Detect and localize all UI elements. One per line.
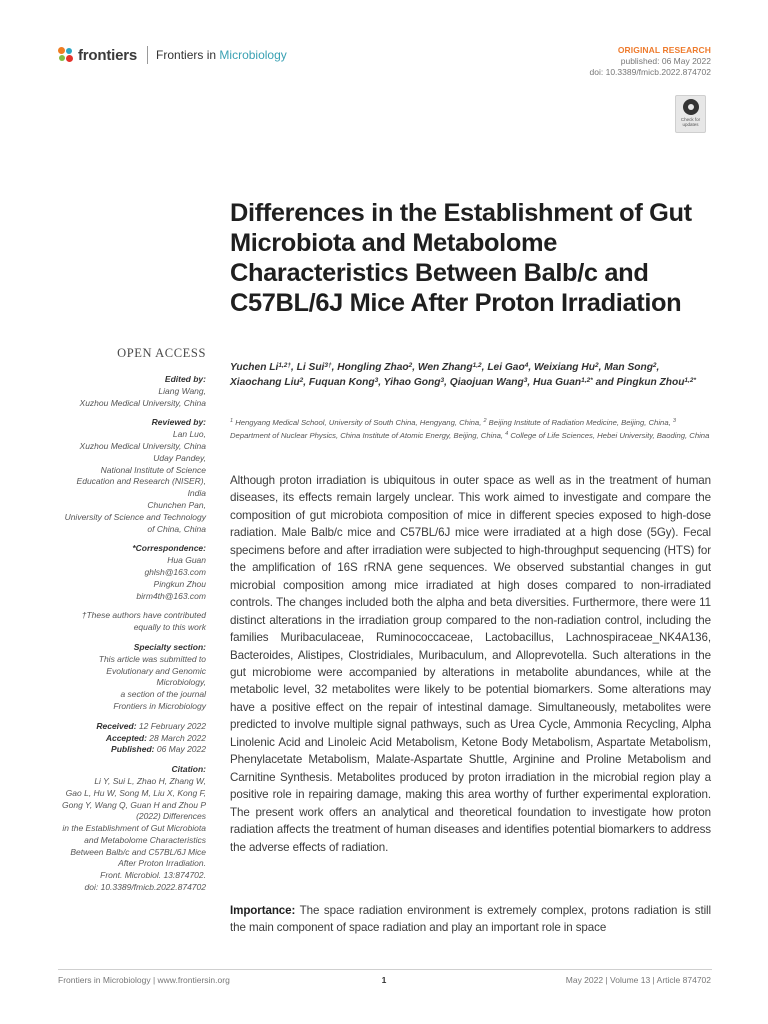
date-row xyxy=(40,721,206,733)
reviewed-by-lines xyxy=(40,429,206,535)
published-date: published: 06 May 2022 xyxy=(620,56,711,66)
date-label: Accepted: xyxy=(105,732,147,743)
sidebar-line: (2022) Differences xyxy=(136,811,206,822)
sidebar-line: Chunchen Pan, xyxy=(147,499,206,510)
footer-divider xyxy=(58,969,712,970)
open-access-label: OPEN ACCESS xyxy=(117,346,206,360)
check-for-updates-button[interactable] xyxy=(675,95,706,133)
affiliation-text: Department of Nuclear Physics, China Institute of Atomic Energy, Beijing, China, xyxy=(230,430,506,440)
author-affiliation-marker: 3† xyxy=(324,362,332,369)
sidebar-line: Xuzhou Medical University, China xyxy=(79,440,206,451)
logo-dot xyxy=(66,55,73,62)
author-name[interactable]: Pingkun Zhou xyxy=(616,376,685,388)
affiliation-marker: 3 xyxy=(672,418,676,424)
author-separator: , xyxy=(444,376,450,388)
date-value: 12 February 2022 xyxy=(136,720,206,731)
sidebar-line: a section of the journal xyxy=(120,689,206,700)
reviewed-by-heading: Reviewed by: xyxy=(151,417,206,428)
author-name[interactable]: Yuchen Li xyxy=(230,362,279,373)
doi-link[interactable]: doi: 10.3389/fmicb.2022.874702 xyxy=(589,67,711,77)
logo-dot xyxy=(59,55,65,61)
affiliation-marker: 1 xyxy=(230,418,234,424)
date-label: Received: xyxy=(96,720,137,731)
importance-text: The space radiation environment is extremely complex, protons radiation is still the main component of space radiation and play an important role in space xyxy=(230,904,711,935)
author-separator: , xyxy=(331,362,338,373)
sidebar-line: Hua Guan xyxy=(167,555,206,566)
affiliations xyxy=(230,417,714,442)
citation-section xyxy=(40,764,206,894)
author-affiliation-marker: 2 xyxy=(652,362,657,369)
author-separator: , xyxy=(290,362,297,373)
author-affiliation-marker: 1,2* xyxy=(684,376,696,384)
sidebar-line: After Proton Irradiation. xyxy=(118,858,206,869)
author-name[interactable]: Yihao Gong xyxy=(383,376,441,388)
importance-paragraph xyxy=(230,902,711,937)
check-for-updates-icon xyxy=(683,99,699,115)
author-separator: , xyxy=(656,362,660,373)
correspondence-heading: *Correspondence: xyxy=(132,543,206,554)
author-affiliation-marker: 1,2* xyxy=(581,376,593,384)
edited-by-section xyxy=(40,374,206,409)
sidebar-line: Between Balb/c and C57BL/6J Mice xyxy=(70,846,206,857)
sidebar-line: in the Establishment of Gut Microbiota xyxy=(62,823,206,834)
sidebar-line: This article was submitted to xyxy=(98,653,206,664)
author-name[interactable]: Lei Gao xyxy=(487,362,525,373)
sidebar-line: equally to this work xyxy=(133,622,206,633)
author-name[interactable]: Li Sui xyxy=(296,362,325,373)
author-name[interactable]: Xiaochang Liu xyxy=(230,376,300,388)
sidebar-line[interactable]: ghlsh@163.com xyxy=(144,566,206,577)
author-separator: , xyxy=(527,376,534,388)
sidebar-line: Evolutionary and Genomic xyxy=(106,665,206,676)
specialty-section xyxy=(40,642,206,713)
footer-journal-link[interactable]: Frontiers in Microbiology | www.frontiersin.org xyxy=(58,975,230,985)
sidebar-line: University of Science and Technology xyxy=(64,511,206,522)
sidebar-line: Li Y, Sui L, Zhao H, Zhang W, xyxy=(94,775,206,786)
author-name[interactable]: Qiaojuan Wang xyxy=(449,376,524,388)
author-list xyxy=(230,361,712,390)
date-row xyxy=(40,733,206,745)
author-name[interactable]: Fuquan Kong xyxy=(308,376,375,388)
publisher-brand xyxy=(58,46,287,64)
sidebar-line: and Metabolome Characteristics xyxy=(84,834,206,845)
abstract-text: Although proton irradiation is ubiquitous in outer space as well as in the treatment of human diseases, its effects remain largely unclear. This work aimed to investigate and compare the composition of gut microbiota composition of mice in different species exposed to high-dose radiation. Male Balb/c mice and C57BL/6J mice were irradiated at a high dose (5Gy). Fecal specimens before and after irradiation were subjected to high-throughput sequencing (HTS) for the amplification of 16S rRNA gene sequences. We observed substantial changes in gut microbial composition among mice irradiated at high doses compared to non-irradiated controls. The changes included both the alpha and beta diversities. Furthermore, there were 11 distinct alterations in the irradiation group compared to the non-radiation control, including the families Muribaculaceae, Ruminococcaceae, Lactobacillus, Lachnospiraceae_NK4A136, Bacteroides, Alistipes, Clostridiales, Muribaculum, and Alloprevotella. Such alterations in the gut microbiome were accompanied by alterations in metabolite abundances, while at the metabolic level, 32 metabolites were likely to be potential biomarkers. Some alterations may have a positive effect on the repair of intestinal damage. Simultaneously, metabolites were predicted to involve multiple signal pathways, such as Urea Cycle, Ammonia Recycling, Alpha Linolenic Acid and Linoleic Acid Metabolism, Ketone Body Metabolism, Aspartate Metabolism, Phenylacetate Metabolism, Malate-Aspartate Shuttle, Arginine and Proline Metabolism and Carnitine Synthesis. Metabolites produced by proton irradiation in the microbial region play a positive role in repairing damage, making this area worthy of further experimental exploration. The present work offers an analytical and theoretical foundation to investigate how proton radiation affects the treatment of human diseases and identifies potential biomarkers to address the adverse effects of radiation. xyxy=(230,474,711,854)
author-affiliation-marker: 1,2† xyxy=(278,362,291,369)
author-affiliation-marker: 3 xyxy=(523,376,528,384)
author-separator: , xyxy=(528,362,534,373)
publisher-name: frontiers xyxy=(78,46,138,64)
sidebar-line: National Institute of Science xyxy=(100,464,206,475)
author-name[interactable]: Hua Guan xyxy=(533,376,582,388)
author-separator: and xyxy=(592,376,617,388)
affiliation-marker: 4 xyxy=(505,430,509,437)
article-info-sidebar xyxy=(40,374,206,902)
author-name[interactable]: Weixiang Hu xyxy=(534,362,595,373)
citation-heading: Citation: xyxy=(171,764,206,775)
journal-name-accent: Microbiology xyxy=(219,48,287,62)
author-separator: , xyxy=(412,362,418,373)
article-type: ORIGINAL RESEARCH xyxy=(617,45,711,55)
importance-label: Importance: xyxy=(230,904,296,917)
sidebar-line: Pingkun Zhou xyxy=(153,578,206,589)
reviewed-by-section xyxy=(40,417,206,535)
journal-name-prefix: Frontiers in xyxy=(156,48,220,62)
brand-divider xyxy=(147,46,148,64)
equal-contribution-note xyxy=(40,610,206,634)
date-row xyxy=(40,744,206,756)
sidebar-line: Uday Pandey, xyxy=(153,452,206,463)
correspondence-lines xyxy=(40,555,206,602)
frontiers-logo-icon xyxy=(58,47,74,63)
author-separator: , xyxy=(378,376,384,388)
affiliation-marker: 2 xyxy=(483,418,487,424)
edited-by-heading: Edited by: xyxy=(164,374,206,384)
sidebar-line[interactable]: birm4th@163.com xyxy=(136,590,206,601)
author-affiliation-marker: 1,2 xyxy=(472,362,482,369)
sidebar-line: †These authors have contributed xyxy=(81,610,206,621)
date-value: 06 May 2022 xyxy=(154,744,206,755)
edited-by-lines xyxy=(40,386,206,410)
author-affiliation-marker: 2 xyxy=(299,376,304,384)
page-number: 1 xyxy=(381,975,387,985)
affiliation-text: Hengyang Medical School, University of South China, Hengyang, China, xyxy=(233,418,484,427)
sidebar-line: Liang Wang, xyxy=(158,385,206,396)
sidebar-line: India xyxy=(187,488,206,499)
citation-lines xyxy=(40,776,206,894)
correspondence-section xyxy=(40,543,206,602)
author-affiliation-marker: 2 xyxy=(594,362,599,369)
author-name[interactable]: Hongling Zhao xyxy=(337,362,409,373)
author-name[interactable]: Man Song xyxy=(604,362,653,373)
sidebar-line: Gao L, Hu W, Song M, Liu X, Kong F, xyxy=(65,787,206,798)
affiliation-text: College of Life Sciences, Hebei University, Baoding, China xyxy=(508,430,710,440)
affiliation-text: Beijing Institute of Radiation Medicine, Beijing, China, xyxy=(486,418,673,427)
author-affiliation-marker: 3 xyxy=(374,376,379,384)
author-name[interactable]: Wen Zhang xyxy=(417,362,473,373)
specialty-heading: Specialty section: xyxy=(133,641,206,652)
sidebar-line: Frontiers in Microbiology xyxy=(113,700,206,711)
sidebar-line: of China, China xyxy=(147,523,206,534)
journal-name xyxy=(156,48,287,62)
date-label: Published: xyxy=(111,744,155,755)
author-separator: , xyxy=(303,376,309,388)
article-dates xyxy=(40,721,206,756)
author-affiliation-marker: 2 xyxy=(408,362,413,369)
sidebar-line: Lan Luo, xyxy=(172,429,206,440)
sidebar-line: doi: 10.3389/fmicb.2022.874702 xyxy=(84,882,206,893)
author-separator: , xyxy=(481,362,488,373)
sidebar-line: Xuzhou Medical University, China xyxy=(79,397,206,408)
logo-dot xyxy=(58,47,65,54)
sidebar-line: Front. Microbiol. 13:874702. xyxy=(100,870,206,881)
sidebar-line: Gong Y, Wang Q, Guan H and Zhou P xyxy=(62,799,206,810)
specialty-lines xyxy=(40,654,206,713)
sidebar-line: Education and Research (NISER), xyxy=(76,476,206,487)
logo-dot xyxy=(66,48,72,54)
author-separator: , xyxy=(598,362,605,373)
date-value: 28 March 2022 xyxy=(146,732,206,743)
sidebar-line: Microbiology, xyxy=(156,677,206,688)
article-title: Differences in the Establishment of Gut Microbiota and Metabolome Characteristics Between Balb/c and C57BL/6J Mice After Proton Irradiation xyxy=(230,199,692,317)
check-for-updates-label: Check for updates xyxy=(680,117,701,127)
author-affiliation-marker: 3 xyxy=(440,376,445,384)
author-affiliation-marker: 4 xyxy=(524,362,529,369)
footer-issue-info: May 2022 | Volume 13 | Article 874702 xyxy=(565,975,711,985)
